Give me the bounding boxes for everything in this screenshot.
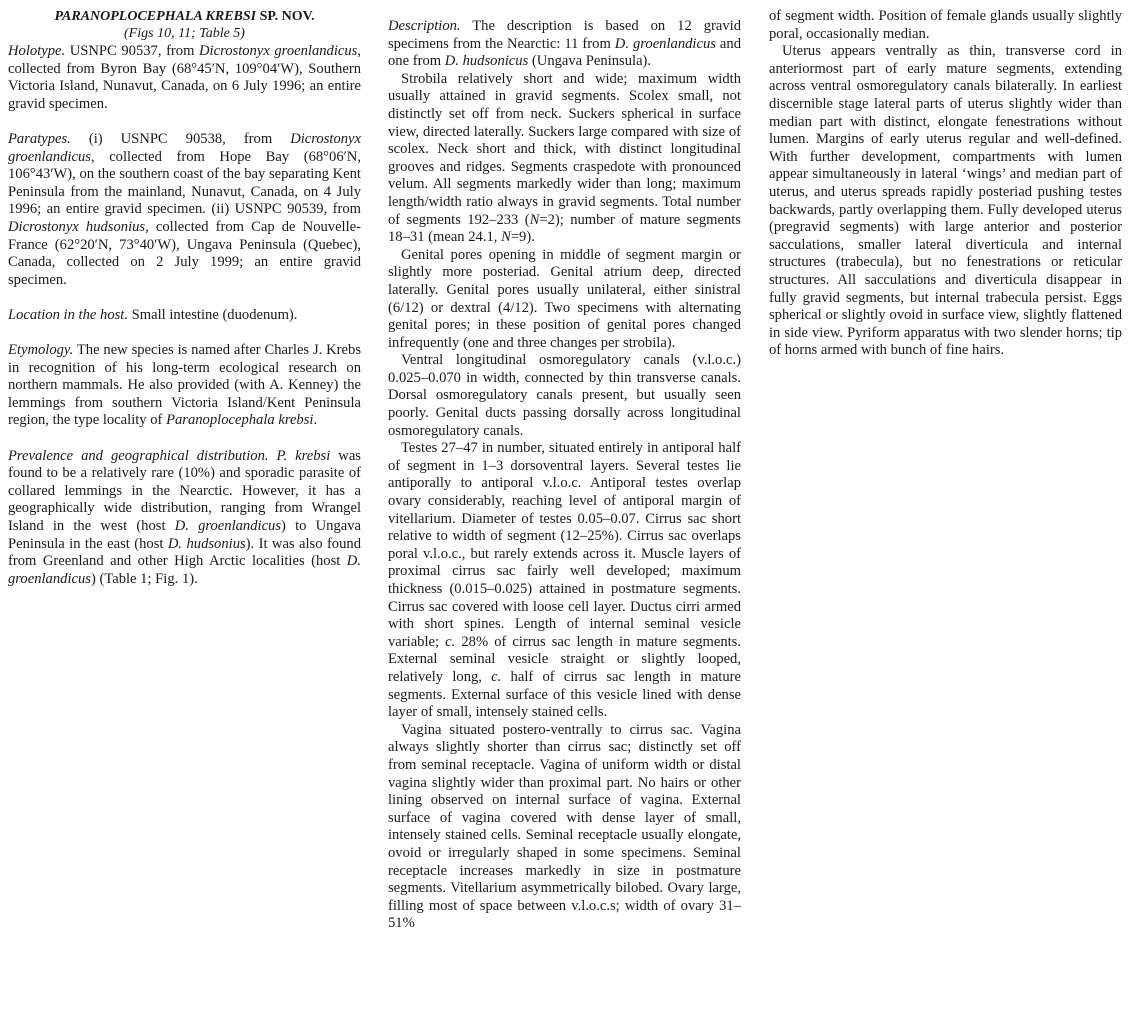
body-text: (Ungava Peninsula). [528, 53, 652, 70]
italic-text: Holotype. [8, 43, 66, 59]
column-1 [8, 8, 361, 588]
body-text: (i) USNPC 90538, from [70, 130, 291, 147]
species-status: SP. NOV. [256, 9, 315, 24]
body-text: Vagina situated postero-ventrally to cirrus sac. Vagina always slightly shorter than cirrus sac; distinctly set off from seminal receptacle. Vagina of uniform width or distal vagina slightly wider than proximal part. No hairs or other lining observed on internal surface of vagina. External surface of vagina covered with dense layer of small, intensely stained cells. Seminal receptacle usually elongate, ovoid or irregularly shaped in some specimens. Seminal receptacle increases markedly in size in postmature segments. Vitellarium asymmetrically bilobed. Ovary large, filling most of space between v.l.o.c.s; width of ovary 31–51% [388, 721, 741, 932]
body-text: of segment width. Position of female glands usually slightly poral, occasionally median. [769, 8, 1122, 42]
italic-text: D. hudsonius [167, 535, 246, 552]
paragraph [388, 722, 741, 933]
italic-text: Dicrostonyx groenlandicus [199, 43, 358, 59]
body-text: =9). [510, 229, 535, 246]
italic-text: N [529, 211, 540, 228]
body-text: . [313, 412, 318, 429]
paragraph [388, 247, 741, 353]
italic-text: D. groenlandicus [174, 518, 282, 535]
figure-reference: (Figs 10, 11; Table 5) [124, 26, 245, 41]
body-text: ). It was also found from Greenland and other High Arctic localities (host [8, 535, 361, 570]
italic-text: D. hudsonicus [444, 53, 529, 70]
italic-text: Description. [388, 18, 461, 34]
body-text: Ventral longitudinal osmoregulatory canals (v.l.o.c.) 0.025–0.070 in width, connected by thin transverse canals. Dorsal osmoregulatory canals present, but usually seen poorly. Genital ducts passing dorsally across longitudinal osmoregulatory canals. [388, 352, 741, 439]
paragraph [8, 131, 361, 289]
body-text: The description is based on 12 gravid specimens from the Nearctic: 11 from [388, 18, 741, 52]
italic-text: Dicrostonyx hudsonius [8, 218, 146, 235]
body-text: , collected from Hope Bay (68°06′N, 106°43′W), on the southern coast of the bay separating Kent Peninsula from the mainland, Nunavut, Canada, on 4 July 1996; an entire gravid specimen. (ii) USNPC 90539, from [8, 148, 361, 218]
body-text: USNPC 90537, from [65, 43, 200, 59]
species-heading [8, 8, 361, 25]
body-text: ) (Table 1; Fig. 1). [90, 570, 198, 587]
italic-text: N [501, 229, 511, 246]
italic-text: D. groenlandicus [614, 35, 716, 52]
paragraph [8, 43, 361, 113]
body-text: Testes 27–47 in number, situated entirely in antiporal half of segment in 1–3 dorsoventral layers. Several testes lie antiporally to antiporal v.l.o.c. Antiporal testes overlap ovary considerably, reaching level of antiporal margin of vitellarium. Diameter of testes 0.05–0.07. Cirrus sac short relative to width of segment (12–25%). Cirrus sac overlaps poral v.l.o.c., but rarely extends across it. Muscle layers of proximal cirrus sac fairly well developed; maximum thickness (0.015–0.025) attained in postmature segments. Cirrus sac covered with loose cell layer. Ductus cirri armed with short spines. Length of internal seminal vesicle variable; [388, 440, 741, 650]
species-name: PARANOPLOCEPHALA KREBSI [54, 9, 257, 24]
italic-text: Prevalence and geographical distribution. P. krebsi [8, 447, 331, 464]
body-text: Genital pores opening in middle of segment margin or slightly more posteriad. Genital atrium deep, directed laterally. Genital pores usually unilateral, either sinistral (6/12) or dextral (4/12). Two specimens with alternating genital pores; in these position of genital pores changed infrequently (one and three changes per strobila). [388, 246, 741, 351]
paragraph [769, 43, 1122, 360]
italic-text: Dicrostonyx groenlandicus [8, 130, 361, 165]
paragraph [388, 440, 741, 722]
paragraph [388, 352, 741, 440]
italic-text: Etymology. [8, 342, 74, 359]
paragraph [8, 448, 361, 589]
body-text: =2); number of mature segments 18–31 (mean 24.1, [388, 211, 741, 246]
body-text: 28% of cirrus sac length in mature segments. External seminal vesicle straight or slightly looped, relatively long, [388, 633, 742, 685]
body-text: , collected from Byron Bay (68°45′N, 109°04′W), Southern Victoria Island, Nunavut, Canada, on 6 July 1996; an entire gravid specimen. [8, 43, 361, 112]
paragraph [8, 307, 361, 325]
italic-text: c. [445, 633, 456, 650]
italic-text: Location in the host. [8, 306, 128, 323]
body-text: ) to Ungava Peninsula in the east (host [8, 518, 362, 552]
body-text: Small intestine (duodenum). [128, 306, 298, 323]
italic-text: D. groenlandicus [8, 553, 361, 587]
body-text: and one from [388, 35, 741, 70]
paragraph [388, 18, 741, 71]
body-text: , collected from Cap de Nouvelle-France (62°20′N, 73°40′W), Ungava Peninsula (Quebec), Canada, collected on 2 July 1999; an entire gravid specimen. [8, 218, 362, 288]
body-text: The new species is named after Charles J. Krebs in recognition of his long-term ecological research on northern mammals. He also provided (with A. Kenney) the lemmings from southern Victoria Island/Kent Peninsula region, the type locality of [8, 342, 361, 429]
body-text: Strobila relatively short and wide; maximum width usually attained in gravid segments. Scolex small, not distinctly set off from neck. Suckers spherical in surface view, directed laterally. Suckers large compared with size of scolex. Neck short and thick, with distinct longitudinal grooves and ridges. Segments craspedote with pronounced velum. All segments markedly wider than long; maximum length/width ratio always in gravid segments. Total number of segments 192–233 ( [388, 70, 741, 228]
paragraph [8, 342, 361, 430]
paragraph [769, 8, 1122, 43]
column-3 [769, 8, 1122, 360]
italic-text: c. [491, 668, 502, 685]
body-text: half of cirrus sac length in mature segments. External surface of this vesicle lined with dense layer of small, intensely stained cells. [388, 668, 742, 721]
column-2 [388, 18, 741, 933]
italic-text: Paranoplocephala krebsi [166, 412, 314, 429]
body-text: was found to be a relatively rare (10%) and sporadic parasite of collared lemmings in the Nearctic. However, it has a geographically wide distribution, ranging from Wrangel Island in the west (host [8, 447, 361, 535]
paragraph [388, 71, 741, 247]
italic-text: Paratypes. [8, 130, 71, 147]
body-text: Uterus appears ventrally as thin, transverse cord in anteriormost part of early mature segments, extending across ventral osmoregulatory canals bilaterally. In earliest discernible stage lateral parts of uterus slightly wider than median part with distinct, elongate fenestrations without lumen. Margins of early uterus regular and well-defined. With further development, compartments with lumen appear simultaneously in lateral ‘wings’ and median part of uterus, and uterus spreads rapidly posteriad pushing testes backwards, partly overlapping them. Fully developed uterus (pregravid segments) with large anterior and posterior sacculations, smaller lateral diverticula and internal structures (trabecula), but no fenestrations or reticular structures. All sacculations and diverticula disappear in fully gravid segments, but internal trabecula persist. Eggs spherical or slightly ovoid in surface view, slightly flattened in side view. Pyriform apparatus with two slender horns; tip of horns armed with bunch of fine hairs. [769, 43, 1122, 359]
